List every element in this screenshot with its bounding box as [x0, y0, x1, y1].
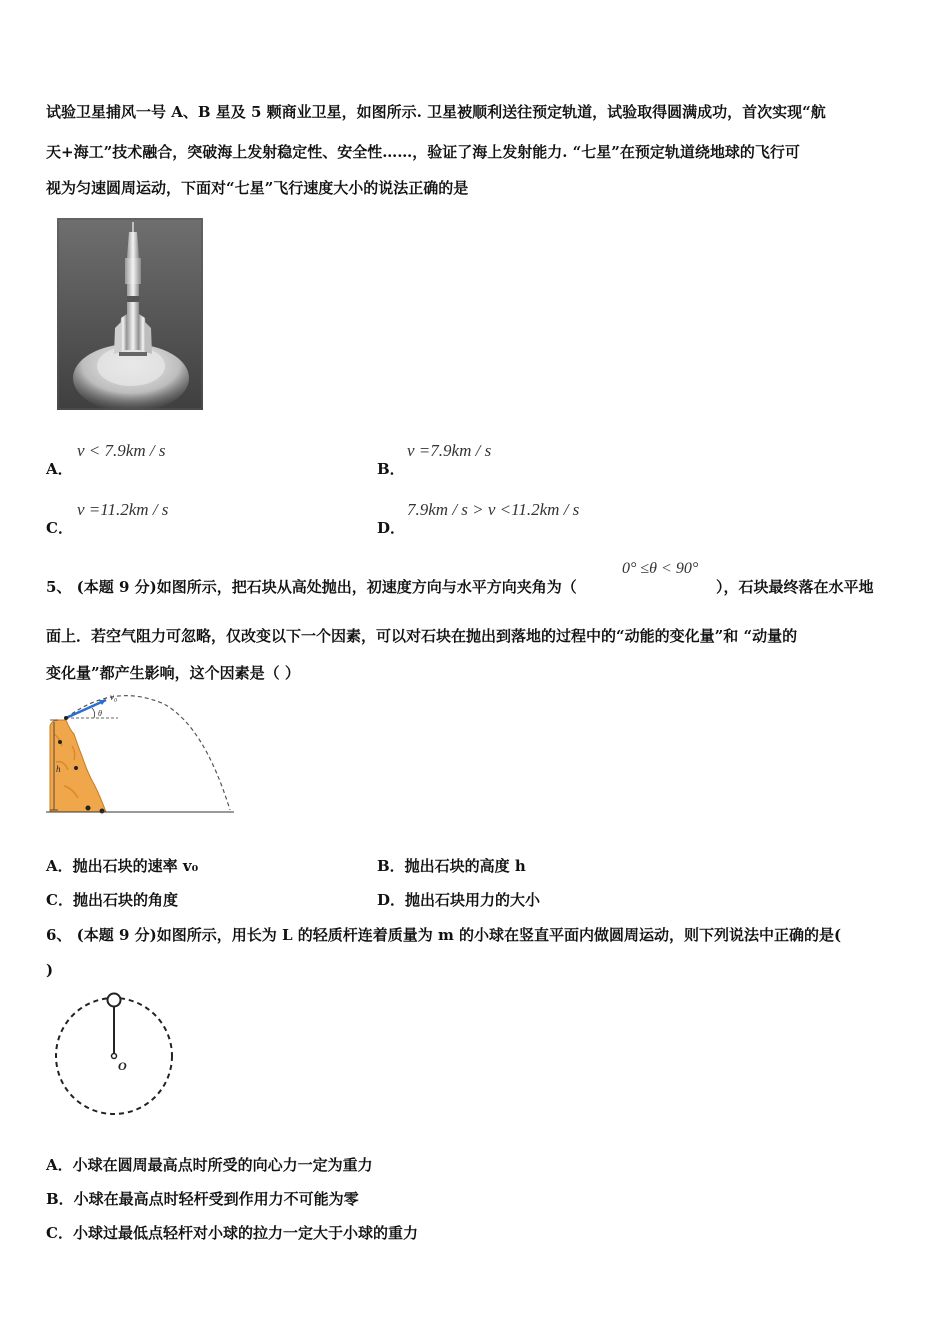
theta-label: θ [98, 709, 102, 718]
q4-option-c-label: C． [46, 519, 73, 537]
q4-text-line-3: 视为匀速圆周运动，下面对“七星”飞行速度大小的说法正确的是 [46, 179, 469, 197]
q5-text-line-1-prefix: 5、 (本题 9 分)如图所示，把石块从高处抛出，初速度方向与水平方向夹角为（ [46, 578, 577, 596]
q5-option-a: A．抛出石块的速率 v₀ [46, 857, 199, 875]
q5-text-line-1-suffix: ），石块最终落在水平地 [716, 578, 874, 596]
q6-option-c: C．小球过最低点轻杆对小球的拉力一定大于小球的重力 [46, 1224, 418, 1242]
projectile-cliff-diagram [44, 690, 238, 818]
rod-circle-diagram [50, 990, 180, 1118]
q4-option-d-label: D． [377, 519, 406, 537]
rocket-launch-image [57, 218, 203, 410]
q6-text-line-1: 6、 (本题 9 分)如图所示，用长为 L 的轻质杆连着质量为 m 的小球在竖直平面内做圆周运动，则下列说法中正确的是( [46, 926, 842, 944]
q5-option-c: C．抛出石块的角度 [46, 891, 178, 909]
q5-option-b: B．抛出石块的高度 h [377, 857, 526, 875]
q4-option-d-formula: 7.9km / s > v <11.2km / s [407, 500, 580, 519]
q5-angle-formula: 0° ≤θ < 90° [622, 560, 699, 577]
q4-text-line-2: 天+海工”技术融合，突破海上发射稳定性、安全性……，验证了海上发射能力. “七星”在预定轨道绕地球的飞行可 [46, 143, 800, 161]
v0-label: v₀ [110, 692, 118, 702]
q4-text-line-1: 试验卫星捕风一号 A、B 星及 5 颗商业卫星，如图所示. 卫星被顺利送往预定轨道，试验取得圆满成功，首次实现“航 [46, 103, 826, 121]
q4-option-b-label: B． [377, 460, 405, 478]
center-label: O [118, 1059, 127, 1073]
q6-option-a: A．小球在圆周最高点时所受的向心力一定为重力 [46, 1156, 373, 1174]
q4-option-a-label: A． [46, 460, 73, 478]
q5-option-d: D．抛出石块用力的大小 [377, 891, 541, 909]
q6-text-line-2: ) [46, 961, 54, 979]
q5-text-line-3: 变化量”都产生影响，这个因素是（ ） [46, 664, 300, 682]
q5-text-line-2: 面上．若空气阻力可忽略，仅改变以下一个因素，可以对石块在抛出到落地的过程中的“动能的变化量”和 “动量的 [46, 627, 798, 645]
q6-option-b: B．小球在最高点时轻杆受到作用力不可能为零 [46, 1190, 359, 1208]
height-label: h [56, 764, 61, 774]
q4-option-a-formula: v < 7.9km / s [77, 441, 166, 460]
q4-option-c-formula: v =11.2km / s [77, 500, 169, 519]
q4-option-b-formula: v =7.9km / s [407, 441, 492, 460]
